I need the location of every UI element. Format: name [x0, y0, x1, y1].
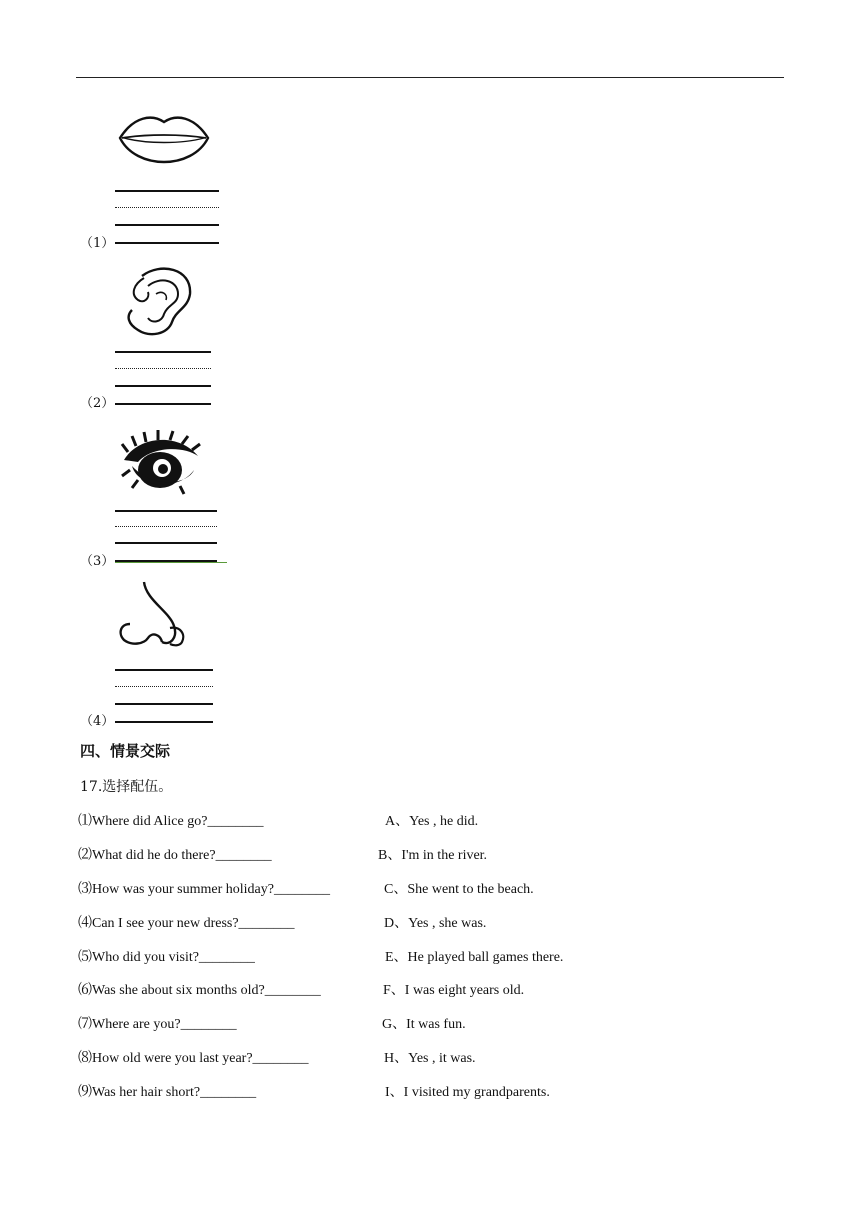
answer-option: G、It was fun. [382, 1017, 466, 1032]
answer-option: H、Yes , it was. [384, 1051, 476, 1066]
question-intro: 17.选择配伍。 [80, 779, 173, 795]
header-rule [76, 77, 784, 78]
answer-option: D、Yes , she was. [384, 916, 487, 931]
answer-option: A、Yes , he did. [385, 814, 479, 829]
eye-icon [118, 430, 204, 496]
picture-label-3: （3） [80, 554, 115, 569]
question-text: ⑸Who did you visit?________ [78, 950, 255, 965]
picture-item-3 [80, 428, 240, 568]
question-text: ⑵What did he do there?________ [78, 848, 272, 863]
question-text: ⑺Where are you?________ [78, 1017, 237, 1032]
question-text: ⑻How old were you last year?________ [78, 1051, 309, 1066]
match-row-1 [78, 810, 778, 830]
question-text: ⑷Can I see your new dress?________ [78, 916, 295, 931]
ear-icon [120, 264, 200, 340]
picture-label-2: （2） [80, 396, 115, 411]
picture-item-2 [80, 262, 240, 412]
match-row-6 [78, 979, 778, 999]
match-row-5 [78, 946, 778, 966]
match-row-3 [78, 878, 778, 898]
answer-option: I、I visited my grandparents. [385, 1085, 550, 1100]
answer-option: C、She went to the beach. [384, 882, 534, 897]
match-row-9 [78, 1081, 778, 1101]
match-row-4 [78, 912, 778, 932]
answer-option: E、He played ball games there. [385, 950, 564, 965]
match-row-7 [78, 1013, 778, 1033]
question-text: ⑹Was she about six months old?________ [78, 983, 321, 998]
question-text: ⑴Where did Alice go?________ [78, 814, 264, 829]
picture-item-4 [80, 578, 240, 728]
answer-option: F、I was eight years old. [383, 983, 525, 998]
match-row-8 [78, 1047, 778, 1067]
picture-label-1: （1） [80, 236, 115, 251]
match-row-2 [78, 844, 778, 864]
answer-option: B、I'm in the river. [378, 848, 488, 863]
question-text: ⑼Was her hair short?________ [78, 1085, 257, 1100]
mouth-icon [116, 110, 212, 176]
section-title: 四、情景交际 [80, 742, 171, 760]
question-text: ⑶How was your summer holiday?________ [78, 882, 330, 897]
nose-icon [118, 578, 190, 654]
picture-label-4: （4） [80, 714, 115, 729]
picture-item-1 [80, 110, 240, 250]
